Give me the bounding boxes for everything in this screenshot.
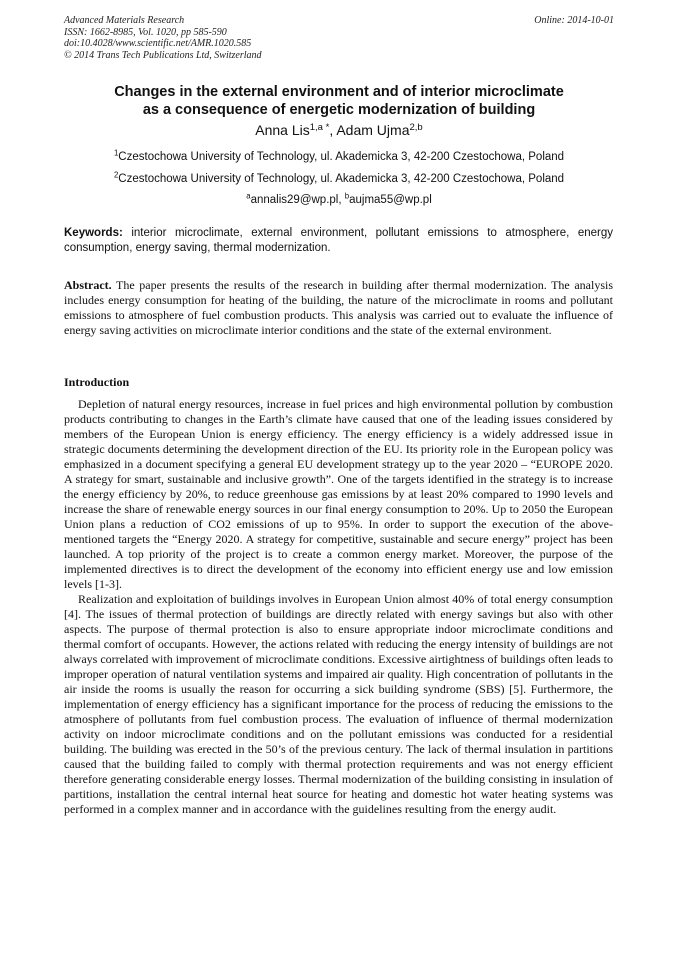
author-list — [0, 121, 678, 139]
abstract-text: The paper presents the results of the research in building after thermal modernization. The analysis includes energy consumption for heating of the building, the nature of the microclimate in rooms and pollutant emissions to atmosphere of fuel combustion products. This analysis was carried out to evaluate the influence of energy saving activities on microclimate interior conditions and the state of the external environment. — [64, 278, 613, 337]
journal-header — [64, 15, 614, 61]
affiliation-2-text: Czestochowa University of Technology, ul. Akademicka 3, 42-200 Czestochowa, Poland — [118, 173, 565, 185]
online-date: Online: 2014-10-01 — [534, 15, 614, 26]
affiliation-1-text: Czestochowa University of Technology, ul. Akademicka 3, 42-200 Czestochowa, Poland — [118, 151, 565, 163]
email-a-mark: a — [246, 191, 251, 201]
keywords-text: interior microclimate, external environment, pollutant emissions to atmosphere, energy consumption, energy saving, thermal modernization. — [64, 227, 613, 254]
journal-name: Advanced Materials Research — [64, 15, 185, 26]
author-1-affiliation-mark: 1,a * — [309, 121, 330, 133]
journal-info — [64, 15, 614, 61]
author-1-name: Anna Lis — [255, 122, 310, 138]
affiliation-2 — [0, 172, 678, 186]
paragraph: Realization and exploitation of buildings involves in European Union almost 40% of total energy consumption [4]. The issues of thermal protection of buildings are directly related with energy savings but also with other aspects. The purpose of thermal protection is also to ensure appropriate indoor microclimate conditions and thermal comfort of occupants. However, the actions related with reducing the energy intensity of buildings are not always correlated with improvement of microclimate conditions. Excessive airtightness of buildings often leads to improper operation of natural ventilation systems and impaired air quality. High concentration of pollutants in the air inside the rooms is usually the reason for occurring a sick building syndrome (SBS) [5]. Furthermore, the implementation of energy efficiency has a significant importance for the process of reducing the emissions to the atmosphere of pollutants from fuel combustion process. The evaluation of influence of thermal modernization activity on indoor microclimate conditions and on the pollutant emissions was conducted for a residential building. The building was erected in the 50’s of the previous century. The lack of thermal insulation in partitions caused that the building failed to comply with thermal protection requirements and was not energy efficient therefore generating considerable energy losses. Thermal modernization of the building consisting in insulation of partitions, installation the central internal heat source for heating and domestic hot water heating systems was performed in a complex manner and in accordance with the guidelines resulting from the energy audit. — [64, 592, 613, 816]
journal-doi: doi:10.4028/www.scientific.net/AMR.1020.585 — [64, 38, 252, 49]
introduction-body — [64, 397, 613, 817]
title-line-1: Changes in the external environment and of interior microclimate — [114, 84, 564, 100]
paper-title — [40, 83, 638, 119]
paragraph: Depletion of natural energy resources, increase in fuel prices and high environmental pollution by combustion products contributing to changes in the Earth’s climate have caused that one of the leading issues considered by members of the European Union is energy efficiency. The energy efficiency is a widely addressed issue in strategic documents determining the development direction of the EU. Its priority role in the European policy was emphasized in a document specifying a general EU development strategy up to the year 2020 – “EUROPE 2020. A strategy for smart, sustainable and inclusive growth”. One of the targets identified in the strategy is to increase the energy efficiency by 20%, to reduce greenhouse gas emissions by at least 20% compared to 1990 levels and increase the share of renewable energy sources in our final energy consumption to 20%. Up to 2050 the European Union plans a reduction of CO2 emissions of up to 95%. In order to support the execution of the above-mentioned targets the “Energy 2020. A strategy for competitive, sustainable and secure energy” project has been launched. A top priority of the project is to create a common energy market. Moreover, the purpose of the implemented directives is to direct the development of the economy into efficient energy use and low emission levels [1-3]. — [64, 397, 613, 591]
title-line-2: as a consequence of energetic modernization of building — [142, 102, 536, 118]
email-b: aujma55@wp.pl — [349, 194, 432, 206]
abstract-label: Abstract. — [64, 278, 112, 292]
author-emails — [0, 193, 678, 207]
introduction-heading: Introduction — [64, 375, 130, 389]
affiliation-2-mark: 2 — [113, 170, 119, 180]
journal-issn: ISSN: 1662-8985, Vol. 1020, pp 585-590 — [64, 26, 227, 38]
affiliation-1 — [0, 150, 678, 164]
journal-copyright: © 2014 Trans Tech Publications Ltd, Switzerland — [64, 49, 262, 61]
email-b-mark: b — [344, 191, 350, 201]
author-2-affiliation-mark: 2,b — [409, 121, 423, 133]
author-2-name: Adam Ujma — [336, 122, 410, 138]
affiliation-1-mark: 1 — [113, 148, 119, 158]
abstract — [64, 278, 613, 338]
keywords — [64, 226, 613, 255]
author-separator: , — [329, 122, 337, 138]
keywords-label: Keywords: — [64, 227, 123, 239]
email-a: annalis29@wp.pl, — [250, 194, 345, 206]
